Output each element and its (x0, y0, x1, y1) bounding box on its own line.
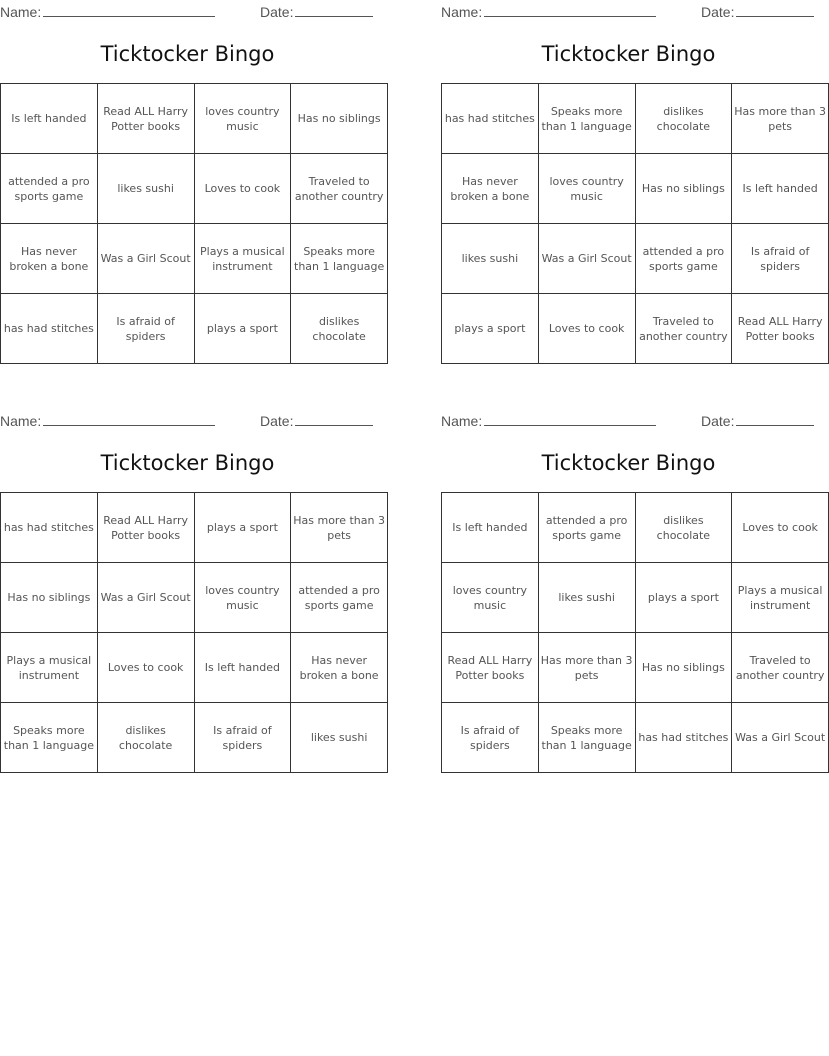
name-blank-line[interactable] (43, 2, 215, 17)
bingo-square: Speaks more than 1 language (1, 703, 98, 773)
bingo-square: Loves to cook (732, 493, 829, 563)
bingo-square: loves country music (538, 154, 635, 224)
bingo-square: Was a Girl Scout (97, 563, 194, 633)
bingo-square: Has no siblings (635, 633, 732, 703)
bingo-square: dislikes chocolate (291, 294, 388, 364)
bingo-square: Was a Girl Scout (538, 224, 635, 294)
name-blank-line[interactable] (43, 411, 215, 426)
bingo-square: has had stitches (442, 84, 539, 154)
date-blank-line[interactable] (295, 411, 373, 426)
bingo-square: Was a Girl Scout (97, 224, 194, 294)
bingo-square: Is afraid of spiders (732, 224, 829, 294)
bingo-square: Has never broken a bone (442, 154, 539, 224)
bingo-square: Has more than 3 pets (538, 633, 635, 703)
bingo-square: has had stitches (1, 294, 98, 364)
bingo-square: Read ALL Harry Potter books (97, 493, 194, 563)
name-label: Name: (441, 413, 483, 429)
bingo-square: Traveled to another country (291, 154, 388, 224)
bingo-square: likes sushi (442, 224, 539, 294)
bingo-square: Has more than 3 pets (732, 84, 829, 154)
bingo-square: attended a pro sports game (538, 493, 635, 563)
grid-row (442, 294, 829, 364)
date-label: Date: (260, 413, 294, 429)
bingo-square: Read ALL Harry Potter books (442, 633, 539, 703)
bingo-square: loves country music (194, 563, 291, 633)
name-field[interactable] (441, 2, 656, 20)
bingo-square: attended a pro sports game (635, 224, 732, 294)
date-label: Date: (260, 4, 294, 20)
bingo-square: Has no siblings (635, 154, 732, 224)
bingo-square: Read ALL Harry Potter books (732, 294, 829, 364)
bingo-square: Loves to cook (538, 294, 635, 364)
name-field[interactable] (441, 411, 656, 429)
card-title: Ticktocker Bingo (100, 451, 275, 475)
bingo-square: dislikes chocolate (635, 84, 732, 154)
bingo-square: Speaks more than 1 language (538, 703, 635, 773)
bingo-square: Is left handed (194, 633, 291, 703)
bingo-square: Has no siblings (291, 84, 388, 154)
grid-row (442, 154, 829, 224)
name-label: Name: (441, 4, 483, 20)
bingo-square: Has more than 3 pets (291, 493, 388, 563)
bingo-square: Loves to cook (97, 633, 194, 703)
grid-row (1, 703, 388, 773)
name-field[interactable] (0, 411, 215, 429)
name-field[interactable] (0, 2, 215, 20)
grid-row (442, 493, 829, 563)
grid-row (1, 84, 388, 154)
bingo-grid (441, 83, 829, 364)
grid-row (442, 703, 829, 773)
bingo-square: Is afraid of spiders (97, 294, 194, 364)
bingo-square: dislikes chocolate (97, 703, 194, 773)
date-label: Date: (701, 4, 735, 20)
grid-row (1, 563, 388, 633)
card-title: Ticktocker Bingo (541, 451, 716, 475)
grid-row (442, 84, 829, 154)
bingo-square: Is left handed (732, 154, 829, 224)
bingo-square: likes sushi (538, 563, 635, 633)
name-blank-line[interactable] (484, 2, 656, 17)
date-blank-line[interactable] (736, 2, 814, 17)
bingo-square: loves country music (442, 563, 539, 633)
bingo-square: attended a pro sports game (291, 563, 388, 633)
bingo-square: dislikes chocolate (635, 493, 732, 563)
bingo-square: Is left handed (1, 84, 98, 154)
bingo-grid (441, 492, 829, 773)
bingo-square: Has no siblings (1, 563, 98, 633)
grid-row (442, 633, 829, 703)
bingo-square: attended a pro sports game (1, 154, 98, 224)
card-title: Ticktocker Bingo (541, 42, 716, 66)
bingo-square: Was a Girl Scout (732, 703, 829, 773)
bingo-square: Traveled to another country (732, 633, 829, 703)
bingo-square: Speaks more than 1 language (538, 84, 635, 154)
bingo-square: likes sushi (291, 703, 388, 773)
bingo-square: Traveled to another country (635, 294, 732, 364)
date-field[interactable] (260, 411, 373, 429)
bingo-square: Loves to cook (194, 154, 291, 224)
bingo-grid (0, 83, 388, 364)
name-blank-line[interactable] (484, 411, 656, 426)
bingo-square: Has never broken a bone (1, 224, 98, 294)
name-label: Name: (0, 413, 42, 429)
bingo-square: Is afraid of spiders (442, 703, 539, 773)
date-label: Date: (701, 413, 735, 429)
bingo-square: likes sushi (97, 154, 194, 224)
bingo-square: Plays a musical instrument (1, 633, 98, 703)
grid-row (1, 224, 388, 294)
bingo-square: plays a sport (635, 563, 732, 633)
date-blank-line[interactable] (736, 411, 814, 426)
date-blank-line[interactable] (295, 2, 373, 17)
bingo-square: Is afraid of spiders (194, 703, 291, 773)
grid-row (442, 224, 829, 294)
date-field[interactable] (701, 2, 814, 20)
grid-row (1, 493, 388, 563)
bingo-square: Read ALL Harry Potter books (97, 84, 194, 154)
date-field[interactable] (260, 2, 373, 20)
bingo-square: Is left handed (442, 493, 539, 563)
card-title: Ticktocker Bingo (100, 42, 275, 66)
bingo-square: Speaks more than 1 language (291, 224, 388, 294)
grid-row (442, 563, 829, 633)
bingo-square: plays a sport (194, 493, 291, 563)
grid-row (1, 154, 388, 224)
grid-row (1, 294, 388, 364)
bingo-square: Plays a musical instrument (194, 224, 291, 294)
bingo-square: plays a sport (442, 294, 539, 364)
bingo-square: plays a sport (194, 294, 291, 364)
date-field[interactable] (701, 411, 814, 429)
bingo-square: loves country music (194, 84, 291, 154)
bingo-square: has had stitches (635, 703, 732, 773)
name-label: Name: (0, 4, 42, 20)
bingo-grid (0, 492, 388, 773)
bingo-square: Has never broken a bone (291, 633, 388, 703)
grid-row (1, 633, 388, 703)
bingo-square: has had stitches (1, 493, 98, 563)
bingo-square: Plays a musical instrument (732, 563, 829, 633)
